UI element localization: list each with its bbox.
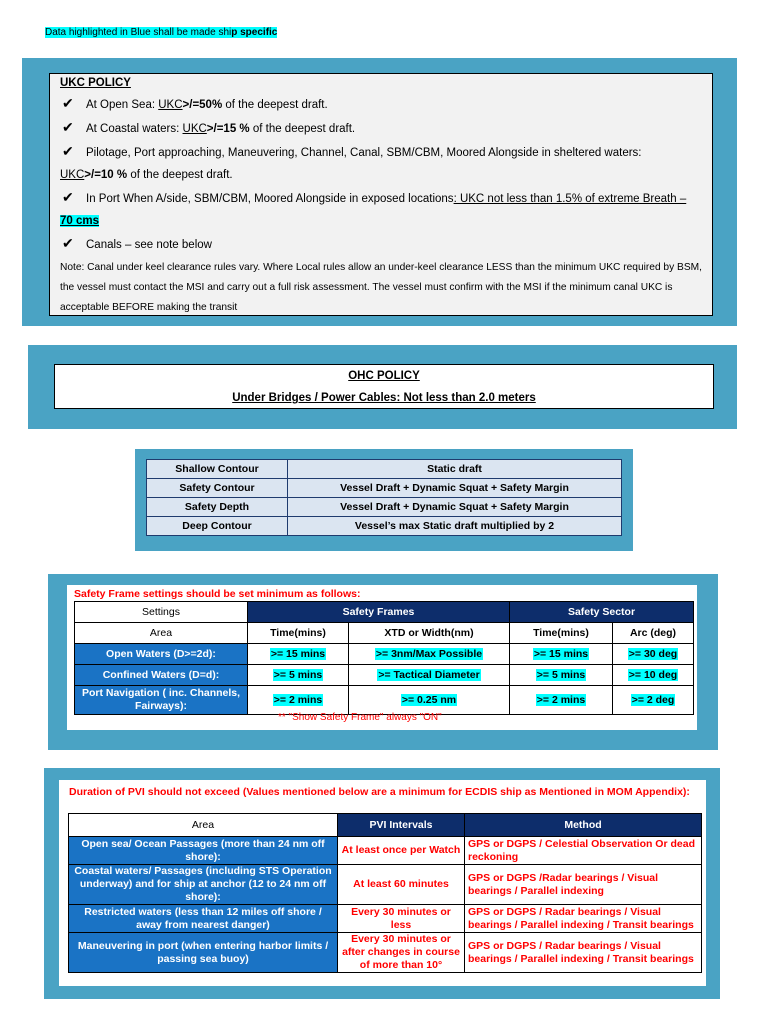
- ukc-text: In Port When A/side, SBM/CBM, Moored Alongside in exposed locations: [86, 193, 454, 205]
- value-cell: [349, 686, 510, 715]
- pvi-header: PVI Intervals: [338, 814, 465, 837]
- col-header: Arc (deg): [613, 623, 694, 644]
- pvi-table: [68, 813, 702, 973]
- table-row: [69, 865, 702, 905]
- value-cell: [510, 686, 613, 715]
- contour-value: Vessel’s max Static draft multiplied by 2: [288, 517, 622, 536]
- check-icon: ✔: [62, 119, 74, 135]
- ukc-text: Pilotage, Port approaching, Maneuvering, Channel, Canal, SBM/CBM, Moored Alongside in sheltered waters:: [86, 147, 642, 159]
- method-cell: GPS or DGPS /Radar bearings / Visual bearings / Parallel indexing: [465, 865, 702, 905]
- ukc-item-open-sea: [60, 96, 702, 113]
- value-text: >= 15 mins: [270, 648, 326, 660]
- col-header: Time(mins): [510, 623, 613, 644]
- table-row: [69, 905, 702, 933]
- interval-cell: At least 60 minutes: [338, 865, 465, 905]
- value-text: >= 3nm/Max Possible: [375, 648, 483, 660]
- table-row: [75, 665, 694, 686]
- table-row: [75, 644, 694, 665]
- area-header: Area: [75, 623, 248, 644]
- safety-frame-title: Safety Frame settings should be set minimum as follows:: [74, 588, 361, 600]
- ohc-policy-box: [54, 364, 714, 409]
- value-cell: [349, 644, 510, 665]
- area-cell: Open Waters (D>=2d):: [75, 644, 248, 665]
- contour-value: Vessel Draft + Dynamic Squat + Safety Margin: [288, 498, 622, 517]
- intro-text: [45, 27, 277, 38]
- contour-value: Static draft: [288, 460, 622, 479]
- interval-cell: Every 30 minutes or after changes in course of more than 10°: [338, 933, 465, 973]
- table-row: [75, 686, 694, 715]
- value-cell: [248, 644, 349, 665]
- check-icon: ✔: [62, 95, 74, 111]
- table-row: [69, 814, 702, 837]
- value-cell: [510, 644, 613, 665]
- table-row: [75, 623, 694, 644]
- ukc-text: UKC: [158, 99, 183, 111]
- ukc-title: UKC POLICY: [60, 77, 131, 89]
- ukc-text: Canals – see note below: [86, 239, 212, 251]
- value-cell: [613, 686, 694, 715]
- ukc-text: UKC: [60, 169, 85, 181]
- value-cell: [510, 665, 613, 686]
- contour-name: Safety Depth: [147, 498, 288, 517]
- ukc-item-canals: [60, 236, 702, 253]
- ukc-value: >/=10 %: [84, 169, 128, 181]
- intro-prefix: Data highlighted in Blue shall be made shi: [45, 27, 232, 38]
- check-icon: ✔: [62, 143, 74, 159]
- ukc-note: Note: Canal under keel clearance rules vary. Where Local rules allow an under-keel clearance LESS than the minimum UKC required by BSM, the vessel must contact the MSI and carry out a full risk assessment. The vessel must confirm with the MSI if the minimum canal UKC is acceptable BEFORE making the transit: [60, 262, 702, 313]
- ukc-value: >/=50%: [182, 99, 223, 111]
- intro-bold: p specific: [231, 27, 278, 38]
- area-cell: Confined Waters (D=d):: [75, 665, 248, 686]
- ukc-text: At Coastal waters:: [86, 123, 183, 135]
- ukc-value: 70 cms: [60, 215, 100, 227]
- method-cell: GPS or DGPS / Celestial Observation Or dead reckoning: [465, 837, 702, 865]
- area-cell: Restricted waters (less than 12 miles off shore / away from nearest danger): [69, 905, 338, 933]
- ukc-item-port: [60, 190, 702, 229]
- table-row: [69, 933, 702, 973]
- table-row: [75, 602, 694, 623]
- safety-sector-header: Safety Sector: [510, 602, 694, 623]
- contour-value: Vessel Draft + Dynamic Squat + Safety Margin: [288, 479, 622, 498]
- value-text: >= 2 mins: [273, 694, 323, 706]
- method-header: Method: [465, 814, 702, 837]
- safety-frames-header: Safety Frames: [248, 602, 510, 623]
- value-cell: [613, 665, 694, 686]
- table-row: [147, 498, 622, 517]
- value-text: >= 30 deg: [628, 648, 678, 660]
- ukc-item-pilotage: [60, 144, 702, 183]
- area-header: Area: [69, 814, 338, 837]
- value-text: >= Tactical Diameter: [378, 669, 480, 681]
- value-text: >= 0.25 nm: [401, 694, 457, 706]
- value-cell: [349, 665, 510, 686]
- ukc-value: >/=15 %: [206, 123, 250, 135]
- ohc-title: OHC POLICY: [348, 370, 420, 382]
- area-cell: Open sea/ Ocean Passages (more than 24 nm off shore):: [69, 837, 338, 865]
- area-cell: Port Navigation ( inc. Channels, Fairways):: [75, 686, 248, 715]
- ukc-text: of the deepest draft.: [249, 123, 356, 135]
- ukc-text: : UKC not less than 1.5% of extreme Breath –: [453, 193, 687, 205]
- ukc-pilotage-line2: [60, 168, 702, 183]
- value-text: >= 2 mins: [536, 694, 586, 706]
- table-row: [147, 460, 622, 479]
- check-icon: ✔: [62, 189, 74, 205]
- interval-cell: At least once per Watch: [338, 837, 465, 865]
- contour-table: [146, 459, 622, 536]
- value-cell: [248, 686, 349, 715]
- value-text: >= 5 mins: [536, 669, 586, 681]
- ukc-text: At Open Sea:: [86, 99, 159, 111]
- area-cell: Maneuvering in port (when entering harbor limits / passing sea buoy): [69, 933, 338, 973]
- col-header: XTD or Width(nm): [349, 623, 510, 644]
- table-row: [147, 479, 622, 498]
- check-icon: ✔: [62, 235, 74, 251]
- ukc-text: of the deepest draft.: [222, 99, 328, 111]
- contour-name: Deep Contour: [147, 517, 288, 536]
- contour-name: Shallow Contour: [147, 460, 288, 479]
- value-cell: [613, 644, 694, 665]
- safety-frame-footnote: ** "Show Safety Frame" always "ON": [278, 712, 442, 723]
- value-text: >= 5 mins: [273, 669, 323, 681]
- contour-name: Safety Contour: [147, 479, 288, 498]
- area-cell: Coastal waters/ Passages (including STS Operation underway) and for ship at anchor (12 to 24 nm off shore):: [69, 865, 338, 905]
- method-cell: GPS or DGPS / Radar bearings / Visual bearings / Parallel indexing / Transit bearings: [465, 905, 702, 933]
- value-text: >= 2 deg: [631, 694, 675, 706]
- pvi-title: Duration of PVI should not exceed (Values mentioned below are a minimum for ECDIS ship as Mentioned in MOM Appendix):: [69, 786, 690, 798]
- col-header: Time(mins): [248, 623, 349, 644]
- method-cell: GPS or DGPS / Radar bearings / Visual bearings / Parallel indexing / Transit bearings: [465, 933, 702, 973]
- ukc-text: UKC: [182, 123, 207, 135]
- settings-header: Settings: [75, 602, 248, 623]
- intro-note: [45, 26, 277, 39]
- ukc-port-line2: [60, 214, 702, 229]
- table-row: [147, 517, 622, 536]
- value-text: >= 15 mins: [533, 648, 589, 660]
- ukc-item-coastal: [60, 120, 702, 137]
- value-text: >= 10 deg: [628, 669, 678, 681]
- ukc-text: of the deepest draft.: [127, 169, 233, 181]
- value-cell: [248, 665, 349, 686]
- table-row: [69, 837, 702, 865]
- ohc-line: Under Bridges / Power Cables: Not less than 2.0 meters: [232, 392, 536, 404]
- interval-cell: Every 30 minutes or less: [338, 905, 465, 933]
- ukc-policy-box: [49, 73, 713, 316]
- safety-frame-table: [74, 601, 694, 715]
